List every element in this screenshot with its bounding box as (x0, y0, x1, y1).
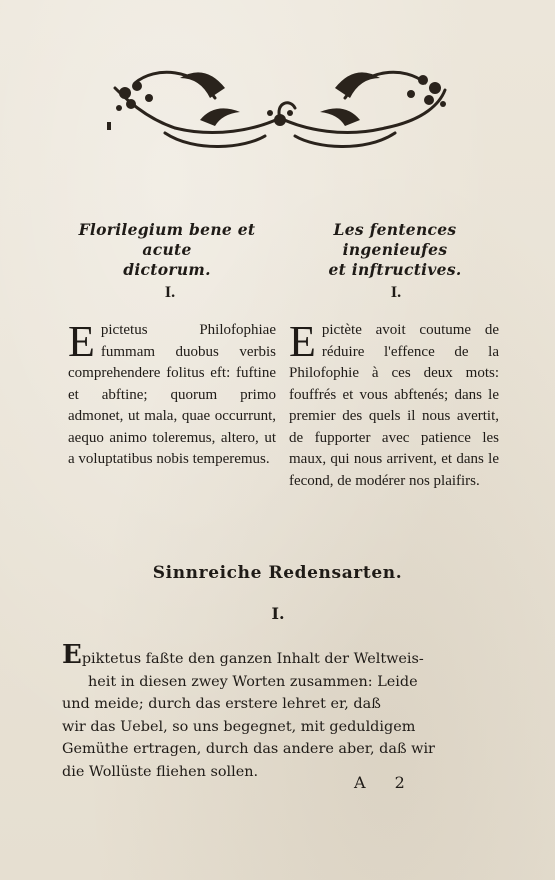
page-signature: A 2 (354, 773, 417, 792)
ornamental-vignette (105, 58, 455, 154)
german-section-number: I. (271, 604, 285, 623)
german-line (62, 640, 502, 671)
french-dropcap: E (289, 317, 316, 366)
german-paragraph (62, 640, 502, 783)
german-heading: Sinnreiche Redensarten. (152, 563, 403, 583)
latin-dropcap: E (68, 317, 95, 366)
latin-title-line1: Florilegium bene et acute (78, 220, 256, 259)
french-title (290, 220, 500, 280)
french-title-line2: et inftructives. (328, 260, 462, 279)
latin-section-number: I. (164, 284, 176, 301)
latin-paragraph-text: pictetus Philofophiae fummam duobus verbis comprehendere folitus eft: fuftine et abftine; quorum primo admonet, ut mala, quae occurrunt, aequo animo toleremus, altero, ut a voluptatibus nobis temperemus. (68, 322, 276, 467)
latin-title (62, 220, 272, 280)
french-section-number: I. (390, 284, 402, 301)
german-dropcap: E (62, 640, 82, 670)
german-line-text: piktetus faßte den ganzen Inhalt der Weltweis- (81, 651, 424, 667)
german-line: die Wollüste fliehen sollen. (62, 763, 259, 780)
latin-paragraph (68, 317, 276, 471)
german-line: Gemüthe ertragen, durch das andere aber, daß wir (62, 741, 435, 757)
german-line: und meide; durch das erstere lehret er, daß (62, 696, 381, 712)
french-title-line1: Les fentences ingenieufes (333, 220, 457, 259)
french-paragraph-text: pictète avoit coutume de réduire l'effence de la Philofophie à ces deux mots: fouffrés et vous abftenés; dans le premier des quels il nous avertit, de fupporter avec patience les maux, qui nous arrivent, et dans le fecond, de modérer nos plaifirs. (289, 322, 499, 489)
latin-title-line2: dictorum. (123, 260, 211, 279)
german-line: heit in diesen zwey Worten zusammen: Leide (88, 673, 418, 690)
german-line: wir das Uebel, so uns begegnet, mit geduldigem (62, 718, 416, 735)
french-paragraph (289, 317, 499, 492)
